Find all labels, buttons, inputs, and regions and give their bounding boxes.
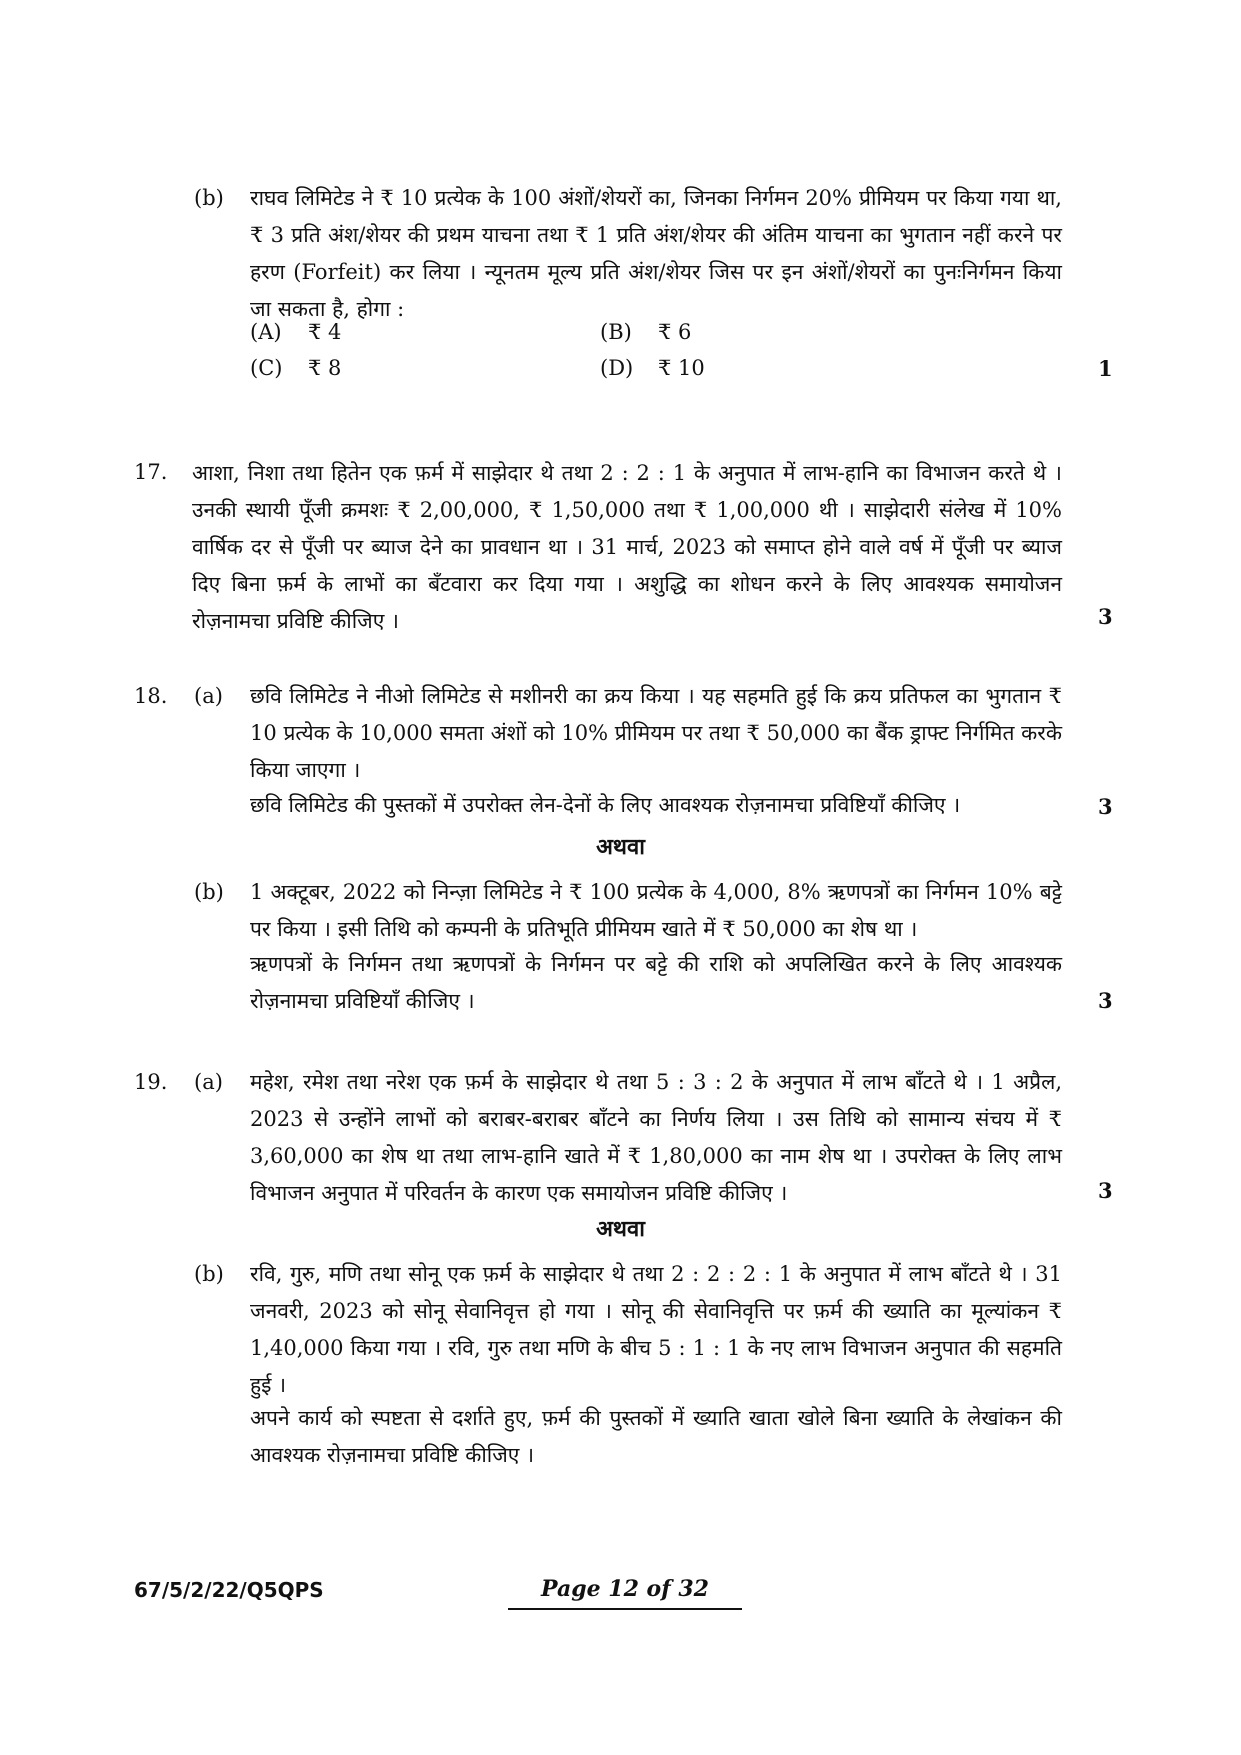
question-instruction: अपने कार्य को स्पष्टता से दर्शाते हुए, फ़र्म की पुस्तकों में ख्याति खाता खोले बिना ख्याति के लेखांकन की आवश्यक रोज़नामचा प्रविष्टि कीजिए ।	[250, 1406, 1062, 1467]
subpart-label: (a)	[194, 684, 223, 708]
question-number: 18.	[134, 684, 168, 708]
or-separator: अथवा	[596, 834, 645, 860]
question-text: महेश, रमेश तथा नरेश एक फ़र्म के साझेदार थे तथा 5 : 3 : 2 के अनुपात में लाभ बाँटते थे । 1 अप्रैल, 2023 से उन्होंने लाभों को बराबर-बराबर बाँटने का निर्णय लिया । उस तिथि को सामान्य संचय में ₹ 3,60,000 का शेष था तथा लाभ-हानि खाते में ₹ 1,80,000 का नाम शेष था । उपरोक्त के लिए लाभ विभाजन अनुपात में परिवर्तन के कारण एक समायोजन प्रविष्टि कीजिए ।	[250, 1070, 1062, 1205]
option-b: (B) ₹ 6	[600, 320, 692, 344]
marks: 3	[1098, 1178, 1113, 1203]
question-text: छवि लिमिटेड ने नीओ लिमिटेड से मशीनरी का क्रय किया । यह सहमति हुई कि क्रय प्रतिफल का भुगतान ₹ 10 प्रत्येक के 10,000 समता अंशों को 10% प्रीमियम पर तथा ₹ 50,000 का बैंक ड्राफ्ट निर्गमित करके किया जाएगा ।	[250, 684, 1062, 782]
question-text: आशा, निशा तथा हितेन एक फ़र्म में साझेदार थे तथा 2 : 2 : 1 के अनुपात में लाभ-हानि का विभाजन करते थे । उनकी स्थायी पूँजी क्रमशः ₹ 2,00,000, ₹ 1,50,000 तथा ₹ 1,00,000 थी । साझेदारी संलेख में 10% वार्षिक दर से पूँजी पर ब्याज देने का प्रावधान था । 31 मार्च, 2023 को समाप्त होने वाले वर्ष में पूँजी पर ब्याज दिए बिना फ़र्म के लाभों का बँटवारा कर दिया गया । अशुद्धि का शोधन करने के लिए आवश्यक समायोजन रोज़नामचा प्रविष्टि कीजिए ।	[192, 461, 1062, 633]
question-text: 1 अक्टूबर, 2022 को निन्ज़ा लिमिटेड ने ₹ 100 प्रत्येक के 4,000, 8% ऋणपत्रों का निर्गमन 10% बट्टे पर किया । इसी तिथि को कम्पनी के प्रतिभूति प्रीमियम खाते में ₹ 50,000 का शेष था ।	[250, 880, 1062, 941]
subpart-label: (b)	[194, 186, 224, 210]
question-instruction: छवि लिमिटेड की पुस्तकों में उपरोक्त लेन-देनों के लिए आवश्यक रोज़नामचा प्रविष्टियाँ कीजिए ।	[250, 793, 961, 817]
option-a: (A) ₹ 4	[250, 320, 342, 344]
marks: 3	[1098, 794, 1113, 819]
subpart-label: (b)	[194, 1262, 224, 1286]
question-instruction: ऋणपत्रों के निर्गमन तथा ऋणपत्रों के निर्गमन पर बट्टे की राशि को अपलिखित करने के लिए आवश्यक रोज़नामचा प्रविष्टियाँ कीजिए ।	[250, 952, 1062, 1013]
subpart-label: (a)	[194, 1070, 223, 1094]
marks: 1	[1098, 356, 1113, 381]
option-d: (D) ₹ 10	[600, 356, 705, 380]
question-number: 17.	[134, 460, 168, 484]
option-c: (C) ₹ 8	[250, 356, 342, 380]
question-number: 19.	[134, 1070, 168, 1094]
page-number: Page 12 of 32	[508, 1576, 742, 1610]
marks: 3	[1098, 988, 1113, 1013]
marks: 3	[1098, 604, 1113, 629]
question-text: राघव लिमिटेड ने ₹ 10 प्रत्येक के 100 अंशों/शेयरों का, जिनका निर्गमन 20% प्रीमियम पर किया गया था, ₹ 3 प्रति अंश/शेयर की प्रथम याचना तथा ₹ 1 प्रति अंश/शेयर की अंतिम याचना का भुगतान नहीं करने पर हरण (Forfeit) कर लिया । न्यूनतम मूल्य प्रति अंश/शेयर जिस पर इन अंशों/शेयरों का पुनःनिर्गमन किया जा सकता है, होगा :	[250, 186, 1062, 321]
subpart-label: (b)	[194, 880, 224, 904]
paper-code: 67/5/2/22/Q5QPS	[134, 1578, 324, 1602]
question-text: रवि, गुरु, मणि तथा सोनू एक फ़र्म के साझेदार थे तथा 2 : 2 : 2 : 1 के अनुपात में लाभ बाँटते थे । 31 जनवरी, 2023 को सोनू सेवानिवृत्त हो गया । सोनू की सेवानिवृत्ति पर फ़र्म की ख्याति का मूल्यांकन ₹ 1,40,000 किया गया । रवि, गुरु तथा मणि के बीच 5 : 1 : 1 के नए लाभ विभाजन अनुपात की सहमति हुई ।	[250, 1262, 1062, 1397]
or-separator: अथवा	[596, 1216, 645, 1242]
